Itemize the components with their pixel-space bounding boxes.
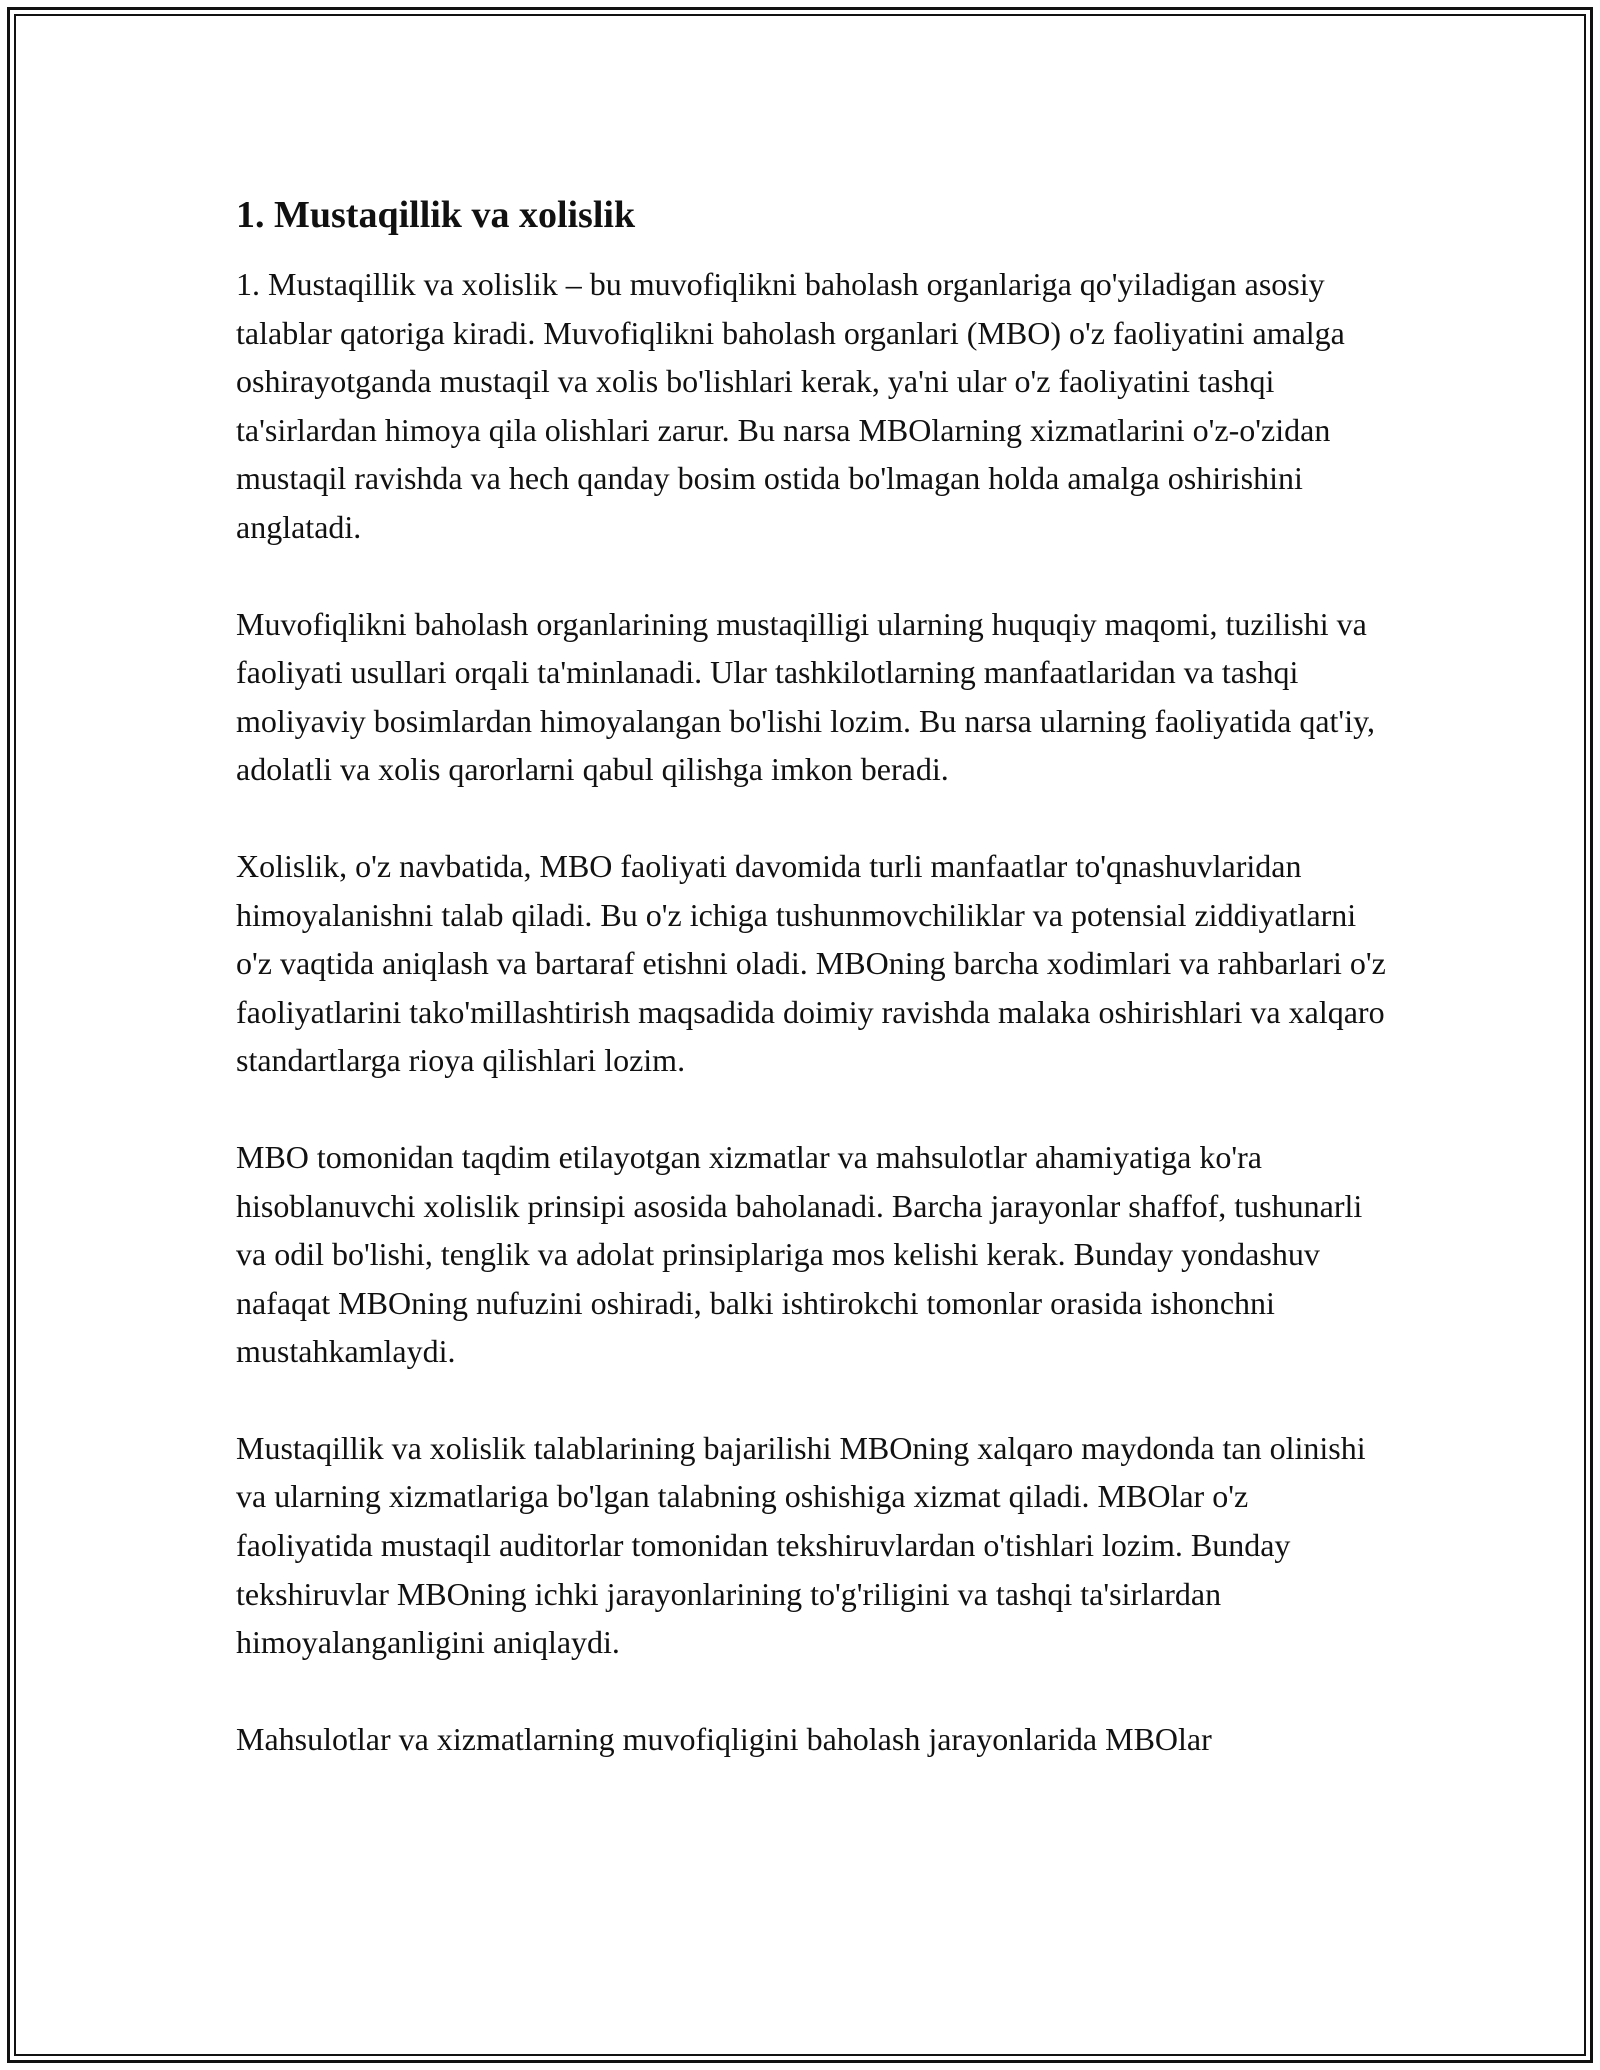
paragraph: Xolislik, o'z navbatida, MBO faoliyati davomida turli manfaatlar to'qnashuvlaridan himoyalanishni talab qiladi. Bu o'z ichiga tushunmovchiliklar va potensial ziddiyatlarni o'z vaqtida aniqlash va bartaraf etishni oladi. MBOning barcha xodimlari va rahbarlari o'z faoliyatlarini tako'millashtirish maqsadida doimiy ravishda malaka oshirishlari va xalqaro standartlarga rioya qilishlari lozim.	[236, 847, 1386, 1079]
paragraph: 1. Mustaqillik va xolislik – bu muvofiqlikni baholash organlariga qo'yiladigan asosiy talablar qatoriga kiradi. Muvofiqlikni baholash organlari (MBO) o'z faoliyatini amalga oshirayotganda mustaqil va xolis bo'lishlari kerak, ya'ni ular o'z faoliyatini tashqi ta'sirlardan himoya qila olishlari zarur. Bu narsa MBOlarning xizmatlarini o'z-o'zidan mustaqil ravishda va hech qanday bosim ostida bo'lmagan holda amalga oshirishini anglatadi.	[236, 266, 1345, 545]
paragraph: Mahsulotlar va xizmatlarning muvofiqligini baholash jarayonlarida MBOlar	[236, 1720, 1212, 1757]
section-heading: 1. Mustaqillik va xolislik	[236, 194, 636, 236]
document-body	[236, 184, 1386, 1811]
paragraph: Muvofiqlikni baholash organlarining mustaqilligi ularning huquqiy maqomi, tuzilishi va faoliyati usullari orqali ta'minlanadi. Ular tashkilotlarning manfaatlaridan va tashqi moliyaviy bosimlardan himoyalangan bo'lishi lozim. Bu narsa ularning faoliyatida qat'iy, adolatli va xolis qarorlarni qabul qilishga imkon beradi.	[236, 605, 1375, 788]
paragraph: Mustaqillik va xolislik talablarining bajarilishi MBOning xalqaro maydonda tan olinishi va ularning xizmatlariga bo'lgan talabning oshishiga xizmat qiladi. MBOlar o'z faoliyatida mustaqil auditorlar tomonidan tekshiruvlardan o'tishlari lozim. Bunday tekshiruvlar MBOning ichki jarayonlarining to'g'riligini va tashqi ta'sirlardan himoyalanganligini aniqlaydi.	[236, 1429, 1366, 1661]
paragraph: MBO tomonidan taqdim etilayotgan xizmatlar va mahsulotlar ahamiyatiga ko'ra hisoblanuvchi xolislik prinsipi asosida baholanadi. Barcha jarayonlar shaffof, tushunarli va odil bo'lishi, tenglik va adolat prinsiplariga mos kelishi kerak. Bunday yondashuv nafaqat MBOning nufuzini oshiradi, balki ishtirokchi tomonlar orasida ishonchni mustahkamlaydi.	[236, 1138, 1363, 1370]
